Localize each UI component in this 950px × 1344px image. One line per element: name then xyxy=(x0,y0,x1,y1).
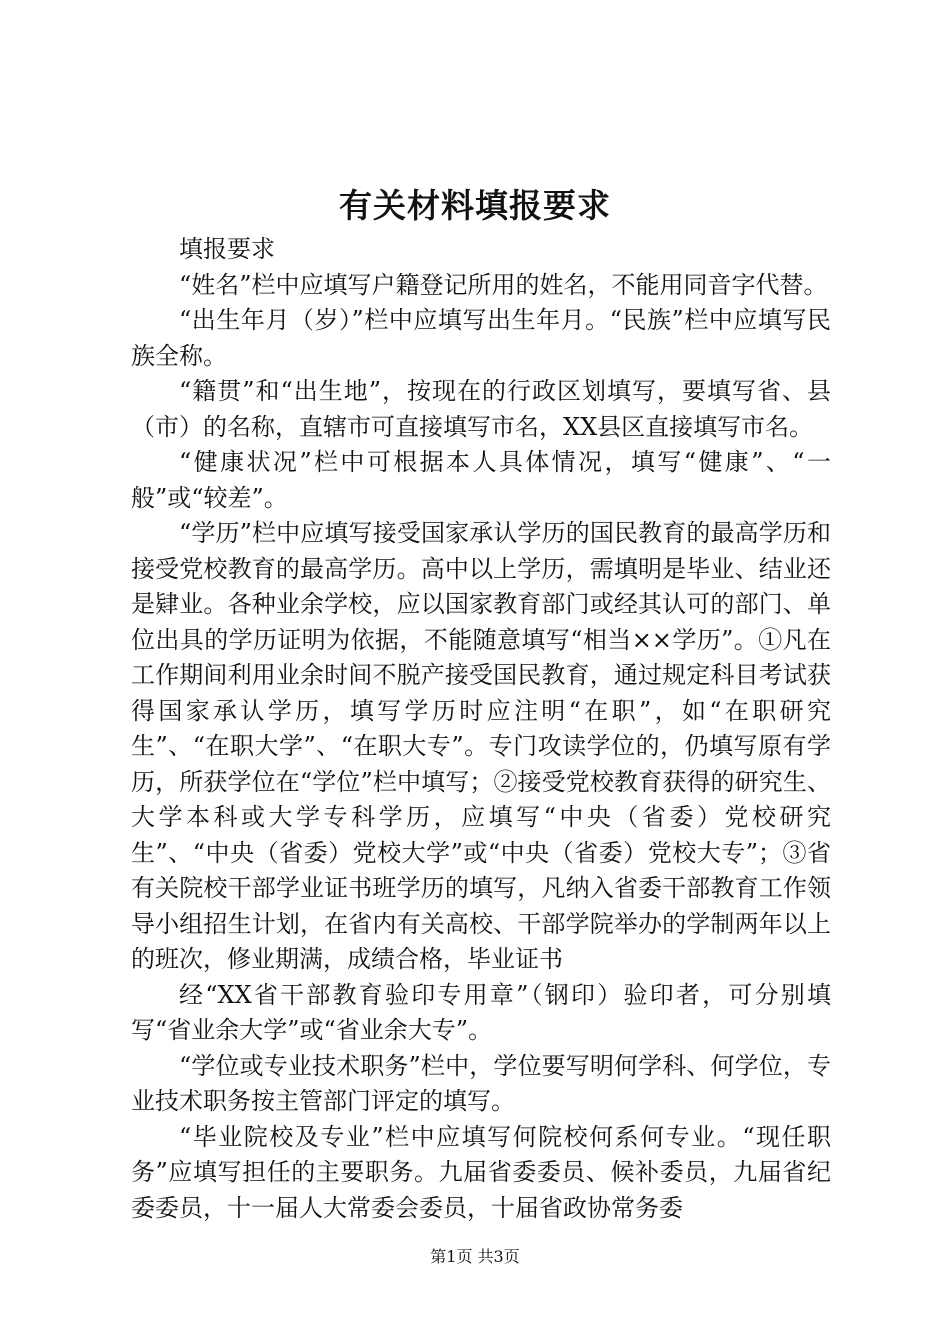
paragraph-degree: “学位或专业技术职务”栏中，学位要写明何学科、何学位，专业技术职务按主管部门评定的填写。 xyxy=(131,1051,831,1115)
paragraph-birth-ethnicity: “出生年月（岁）”栏中应填写出生年月。“民族”栏中应填写民族全称。 xyxy=(131,306,831,370)
document-title: 有关材料填报要求 xyxy=(339,186,611,225)
paragraph-native-place: “籍贯”和“出生地”，按现在的行政区划填写，要填写省、县（市）的名称，直辖市可直接填写市名，XX县区直接填写市名。 xyxy=(131,377,831,441)
paragraph-seal: 经“XX省干部教育验印专用章”（钢印）验印者，可分别填写“省业余大学”或“省业余大专”。 xyxy=(131,980,831,1044)
paragraph-education: “学历”栏中应填写接受国家承认学历的国民教育的最高学历和接受党校教育的最高学历。高中以上学历，需填明是毕业、结业还是肄业。各种业余学校，应以国家教育部门或经其认可的部门、单位出具的学历证明为依据，不能随意填写“相当××学历”。①凡在工作期间利用业余时间不脱产接受国民教育，通过规定科目考试获得国家承认学历，填写学历时应注明“在职”，如“在职研究生”、“在职大学”、“在职大专”。专门攻读学位的，仍填写原有学历，所获学位在“学位”栏中填写；②接受党校教育获得的研究生、大学本科或大学专科学历，应填写“中央（省委）党校研究生”、“中央（省委）党校大学”或“中央（省委）党校大专”；③省有关院校干部学业证书班学历的填写，凡纳入省委干部教育工作领导小组招生计划，在省内有关高校、干部学院举办的学制两年以上的班次，修业期满，成绩合格，毕业证书 xyxy=(131,519,831,973)
paragraph-health: “健康状况”栏中可根据本人具体情况，填写“健康”、“一般”或“较差”。 xyxy=(131,448,831,512)
page-number-footer: 第1页 共3页 xyxy=(430,1247,520,1266)
document-body xyxy=(131,232,831,1226)
paragraph-name: “姓名”栏中应填写户籍登记所用的姓名，不能用同音字代替。 xyxy=(179,270,828,299)
paragraph-heading: 填报要求 xyxy=(179,235,275,263)
paragraph-school-position: “毕业院校及专业”栏中应填写何院校何系何专业。“现任职务”应填写担任的主要职务。九届省委委员、候补委员，九届省纪委委员，十一届人大常委会委员，十届省政协常务委 xyxy=(131,1122,831,1222)
